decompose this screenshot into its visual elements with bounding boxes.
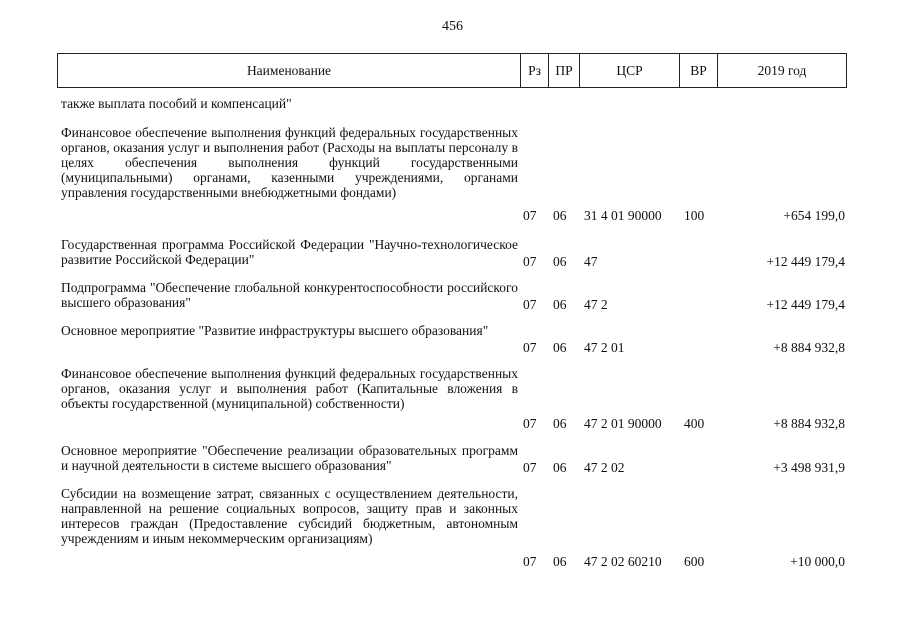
row-sum: +8 884 932,8	[773, 340, 845, 355]
continuation-text: также выплата пособий и компенсаций"	[61, 96, 292, 111]
row-pr: 06	[553, 297, 567, 312]
row-csr: 47 2 02	[584, 460, 625, 475]
row-rz: 07	[523, 254, 537, 269]
row-csr: 47	[584, 254, 598, 269]
header-year: 2019 год	[718, 54, 847, 88]
row-csr: 47 2	[584, 297, 608, 312]
row-name: Основное мероприятие "Обеспечение реализации образовательных программ и научной деятельности в системе высшего образования"	[61, 443, 518, 474]
row-rz: 07	[523, 297, 537, 312]
header-csr: ЦСР	[580, 54, 680, 88]
row-rz: 07	[523, 554, 537, 569]
row-pr: 06	[553, 416, 567, 431]
row-csr: 31 4 01 90000	[584, 208, 662, 223]
row-name: Субсидии на возмещение затрат, связанных с осуществлением деятельности, направленной на решение социальных вопросов, защиту прав и законных интересов граждан (Предоставление субсидий бюджетным, автономным учреждениям и иным некоммерческим организациям)	[61, 486, 518, 547]
row-pr: 06	[553, 254, 567, 269]
row-sum: +10 000,0	[790, 554, 845, 569]
row-vr: 600	[684, 554, 705, 569]
row-rz: 07	[523, 460, 537, 475]
row-pr: 06	[553, 340, 567, 355]
row-pr: 06	[553, 460, 567, 475]
row-pr: 06	[553, 208, 567, 223]
row-vr: 100	[684, 208, 705, 223]
page-number: 456	[442, 19, 463, 34]
header-rz: Рз	[521, 54, 549, 88]
row-csr: 47 2 01 90000	[584, 416, 662, 431]
row-name: Финансовое обеспечение выполнения функций федеральных государственных органов, оказания услуг и выполнения работ (Расходы на выплаты персоналу в целях обеспечения выполнения функций государственными (муниципальными) органами, казенными учреждениями, органами управления государственными внебюджетными фондами)	[61, 125, 518, 201]
row-name: Подпрограмма "Обеспечение глобальной конкурентоспособности российского высшего образования"	[61, 280, 518, 311]
row-csr: 47 2 01	[584, 340, 625, 355]
row-rz: 07	[523, 208, 537, 223]
row-name: Финансовое обеспечение выполнения функций федеральных государственных органов, оказания услуг и выполнения работ (Капитальные вложения в объекты государственной (муниципальной) собственности)	[61, 366, 518, 412]
row-sum: +654 199,0	[783, 208, 845, 223]
row-vr: 400	[684, 416, 705, 431]
row-name: Основное мероприятие "Развитие инфраструктуры высшего образования"	[61, 323, 489, 338]
row-sum: +12 449 179,4	[766, 297, 845, 312]
header-pr: ПР	[549, 54, 580, 88]
row-rz: 07	[523, 340, 537, 355]
row-pr: 06	[553, 554, 567, 569]
header-vr: ВР	[680, 54, 718, 88]
header-name: Наименование	[58, 54, 521, 88]
table-header	[57, 53, 847, 88]
row-name: Государственная программа Российской Федерации "Научно-технологическое развитие Российской Федерации"	[61, 237, 518, 268]
row-sum: +3 498 931,9	[773, 460, 845, 475]
row-sum: +12 449 179,4	[766, 254, 845, 269]
row-csr: 47 2 02 60210	[584, 554, 662, 569]
row-sum: +8 884 932,8	[773, 416, 845, 431]
row-rz: 07	[523, 416, 537, 431]
